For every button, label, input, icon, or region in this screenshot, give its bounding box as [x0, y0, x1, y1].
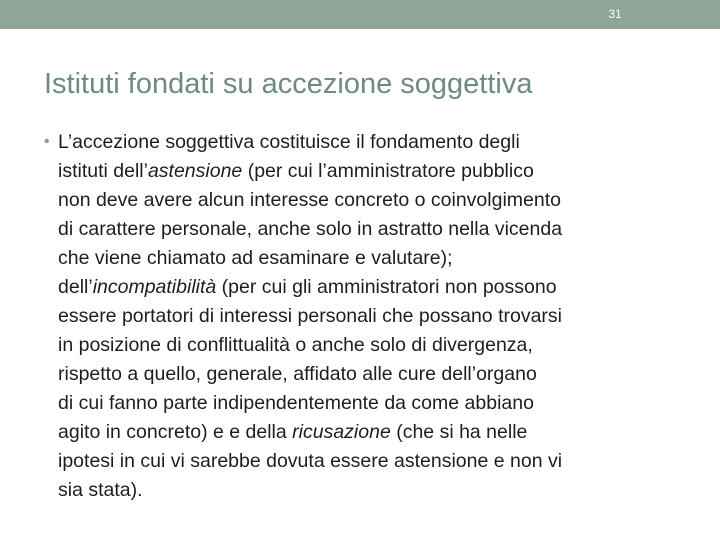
italic-term: astensione: [147, 160, 243, 182]
text-segment: in posizione di conflittualità o anche solo di divergenza,: [58, 334, 533, 356]
bullet-paragraph: [58, 128, 688, 505]
text-line: [58, 157, 688, 186]
text-line: [58, 186, 688, 215]
text-segment: L’accezione soggettiva costituisce il fondamento degli: [58, 131, 520, 153]
text-line: [58, 215, 688, 244]
text-segment: non deve avere alcun interesse concreto o coinvolgimento: [58, 189, 561, 211]
italic-term: ricusazione: [292, 421, 391, 443]
text-line: [58, 244, 688, 273]
text-segment: agito in concreto) e e della: [58, 421, 293, 443]
text-segment: (per cui l’amministratore pubblico: [242, 160, 534, 182]
text-line: [58, 273, 688, 302]
text-line: [58, 331, 688, 360]
text-segment: di cui fanno parte indipendentemente da come abbiano: [58, 392, 534, 414]
slide-number: 31: [608, 7, 622, 21]
text-segment: rispetto a quello, generale, affidato alle cure dell’organo: [58, 363, 537, 385]
text-line: [58, 476, 688, 505]
text-line: [58, 360, 688, 389]
italic-term: incompatibilità: [92, 276, 217, 298]
text-line: [58, 418, 688, 447]
text-segment: ipotesi in cui vi sarebbe dovuta essere astensione e non vi: [58, 450, 563, 472]
slide-title: Istituti fondati su accezione soggettiva: [44, 68, 533, 100]
top-bar: [0, 0, 720, 29]
text-line: [58, 389, 688, 418]
text-segment: dell’: [58, 276, 93, 298]
text-segment: di carattere personale, anche solo in astratto nella vicenda: [58, 218, 563, 240]
text-line: [58, 302, 688, 331]
bullet-icon: •: [44, 133, 50, 150]
text-segment: che viene chiamato ad esaminare e valutare);: [58, 247, 453, 269]
text-line: [58, 128, 688, 157]
text-segment: essere portatori di interessi personali che possano trovarsi: [58, 305, 563, 327]
text-line: [58, 447, 688, 476]
text-segment: (che si ha nelle: [390, 421, 528, 443]
text-segment: sia stata).: [58, 479, 143, 501]
text-segment: istituti dell’: [58, 160, 148, 182]
text-segment: (per cui gli amministratori non possono: [216, 276, 557, 298]
